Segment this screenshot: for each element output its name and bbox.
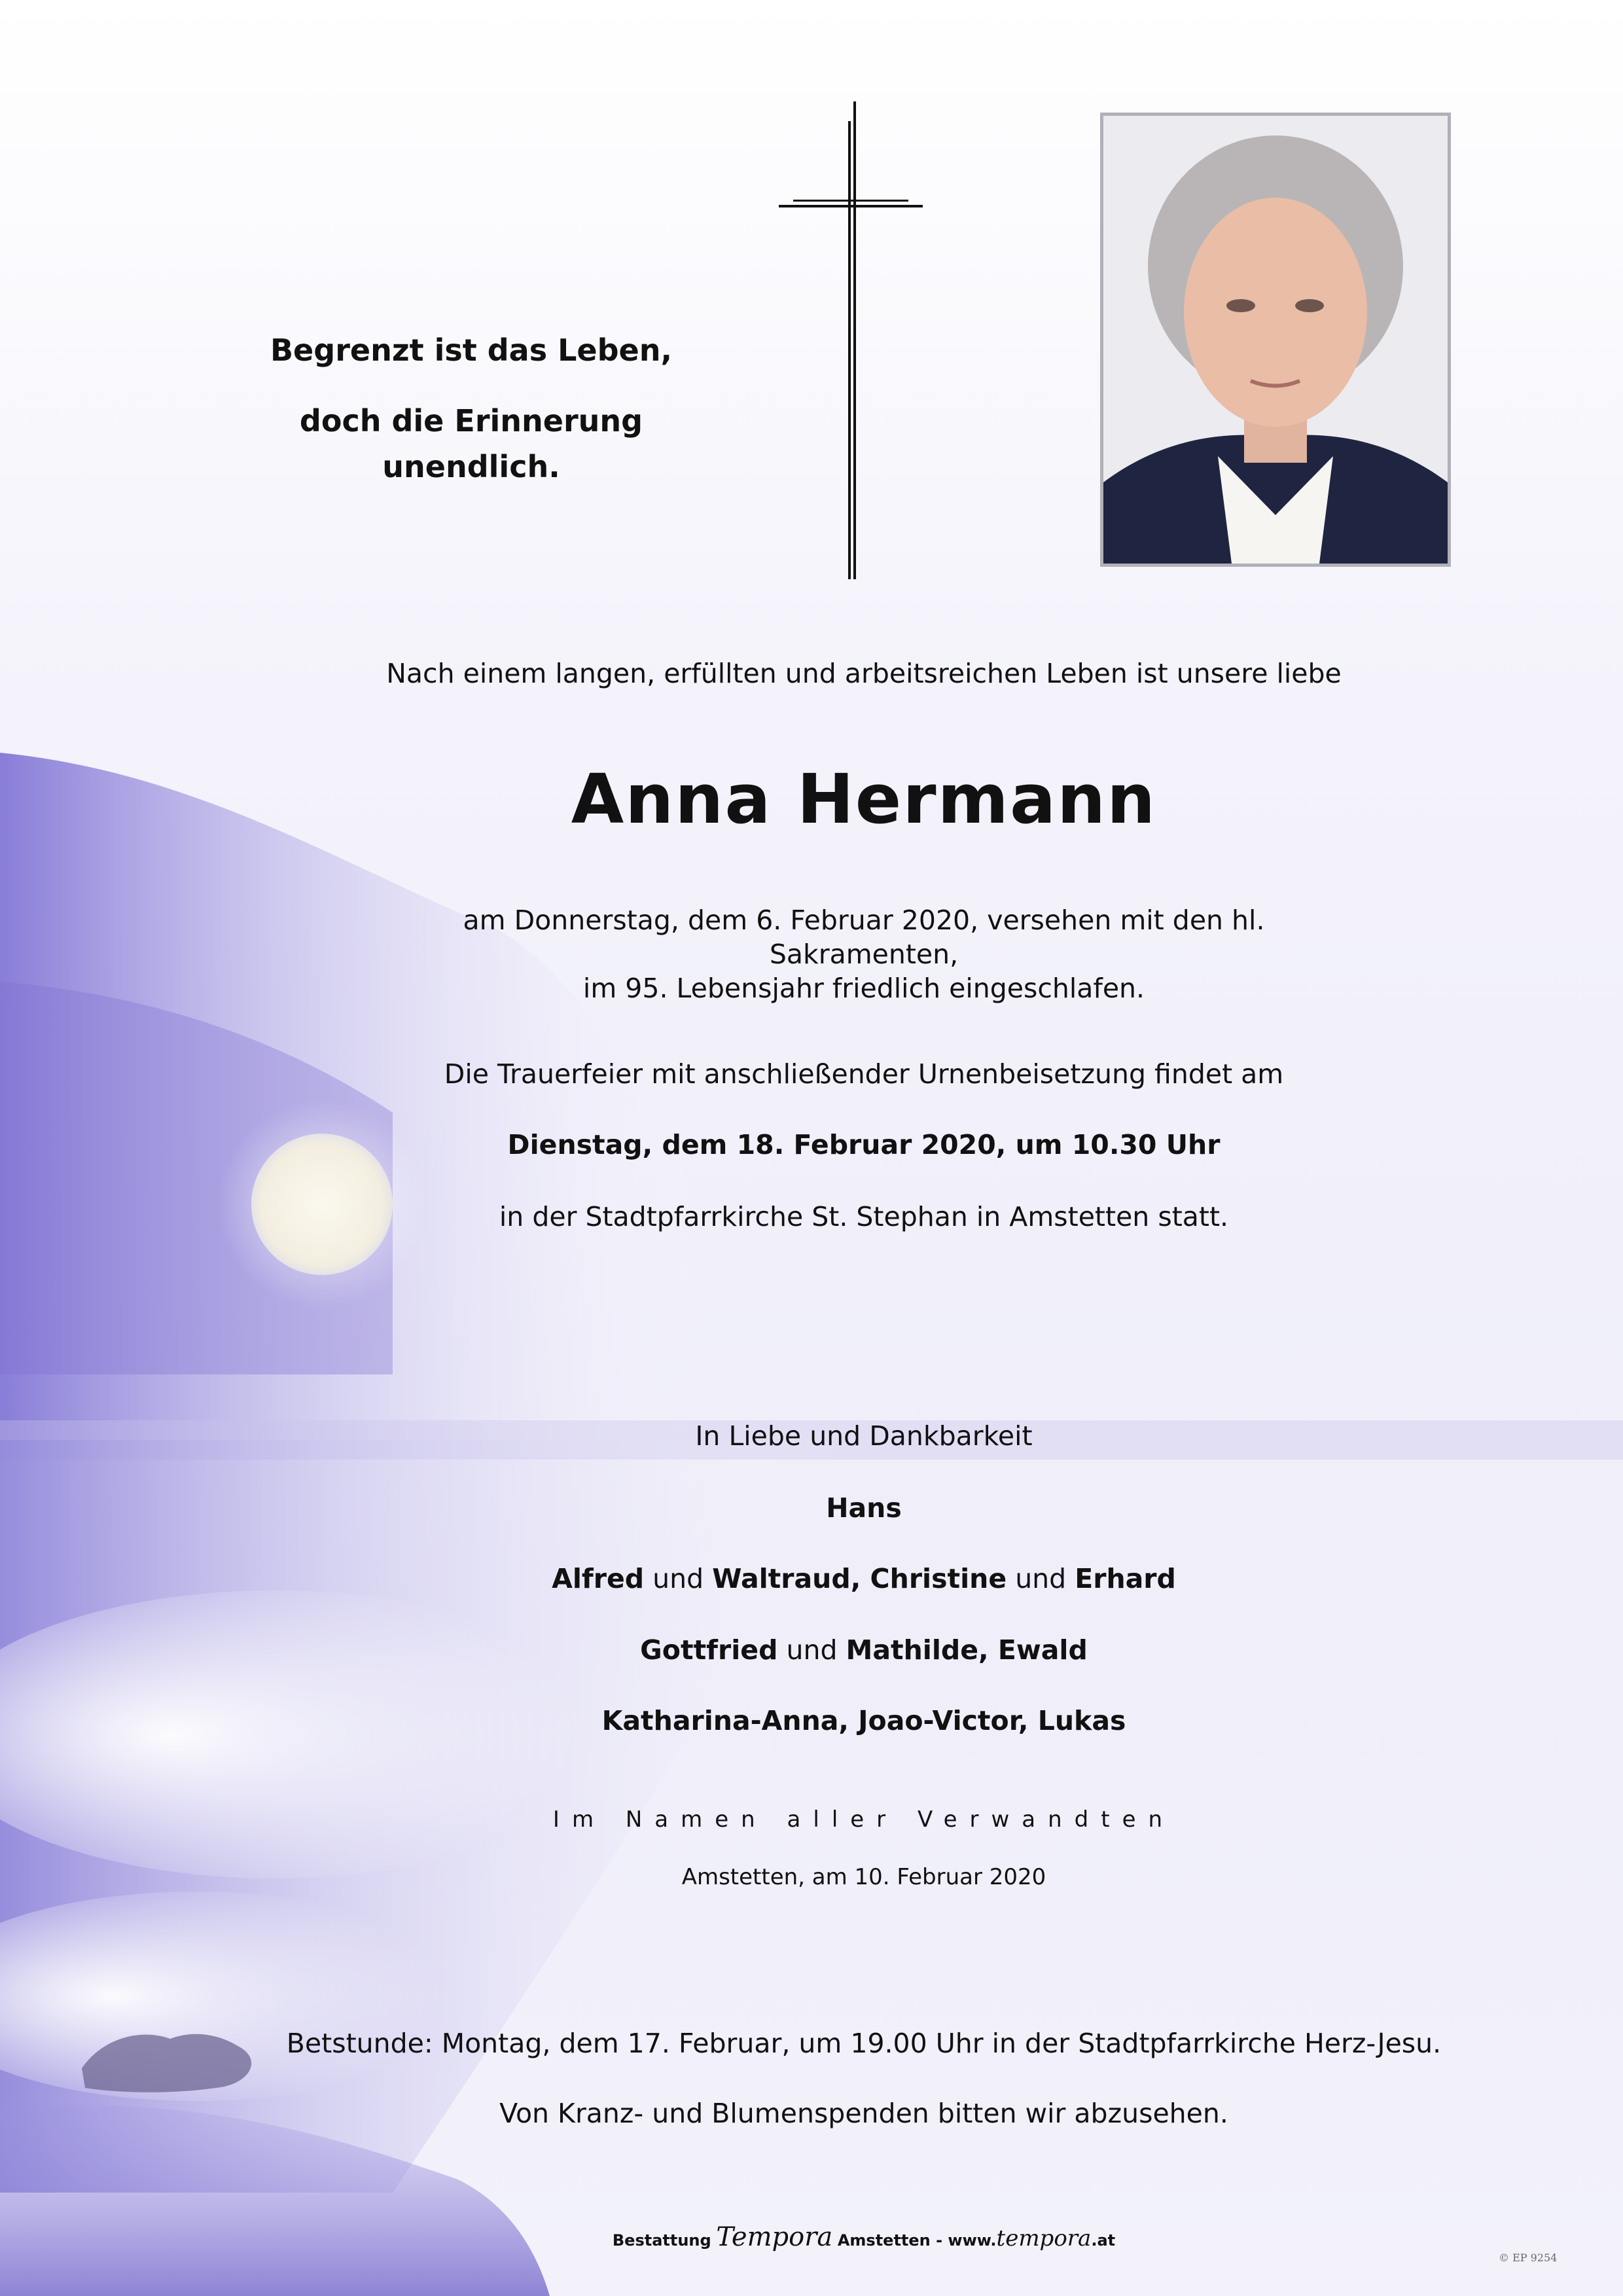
quote bbox=[216, 327, 726, 490]
death-line-1: am Donnerstag, dem 6. Februar 2020, versehen mit den hl. Sakramenten, bbox=[463, 905, 1265, 970]
mourners-heading: In Liebe und Dankbarkeit bbox=[695, 1420, 1033, 1452]
cross-icon bbox=[779, 101, 923, 579]
footer-city: Amstetten - www. bbox=[837, 2231, 997, 2250]
mourner-row-1: Hans bbox=[826, 1492, 902, 1524]
footer-brand-url: tempora bbox=[996, 2225, 1092, 2251]
mourner-name: Alfred bbox=[552, 1563, 645, 1594]
footer-tld: .at bbox=[1091, 2231, 1116, 2250]
conjunction: und bbox=[644, 1563, 713, 1594]
quote-line-1: Begrenzt ist das Leben, bbox=[270, 332, 672, 368]
mourner-name: Erhard bbox=[1075, 1563, 1176, 1594]
flowers-notice: Von Kranz- und Blumenspenden bitten wir abzusehen. bbox=[499, 2098, 1228, 2129]
footer-brand: Tempora bbox=[716, 2222, 833, 2252]
conjunction: und bbox=[1007, 1563, 1075, 1594]
mourner-name: Mathilde, Ewald bbox=[846, 1634, 1088, 1666]
quote-line-2: doch die Erinnerung unendlich. bbox=[299, 403, 643, 484]
mourner-row-2 bbox=[366, 1563, 1361, 1594]
mourner-row-3 bbox=[366, 1634, 1361, 1666]
footer-prefix: Bestattung bbox=[612, 2231, 711, 2250]
mourner-name: Gottfried bbox=[640, 1634, 778, 1666]
place-date: Amstetten, am 10. Februar 2020 bbox=[681, 1864, 1046, 1890]
funeral-intro: Die Trauerfeier mit anschließender Urnenbeisetzung findet am bbox=[444, 1058, 1284, 1090]
footer bbox=[497, 2222, 1230, 2252]
relatives-line: Im Namen aller Verwandten bbox=[552, 1806, 1175, 1833]
print-code: © EP 9254 bbox=[1499, 2251, 1558, 2264]
prayer-notice: Betstunde: Montag, dem 17. Februar, um 19.00 Uhr in der Stadtpfarrkirche Herz-Jesu. bbox=[286, 2028, 1442, 2059]
funeral-place: in der Stadtpfarrkirche St. Stephan in Amstetten statt. bbox=[499, 1201, 1229, 1232]
conjunction: und bbox=[777, 1634, 846, 1666]
death-line-2: im 95. Lebensjahr friedlich eingeschlafen. bbox=[582, 973, 1145, 1004]
mourner-name: Waltraud, Christine bbox=[712, 1563, 1007, 1594]
deceased-name: Anna Hermann bbox=[571, 759, 1157, 839]
intro-text: Nach einem langen, erfüllten und arbeitsreichen Leben ist unsere liebe bbox=[386, 658, 1342, 689]
portrait-photo bbox=[1100, 113, 1451, 567]
mourner-row-4: Katharina-Anna, Joao-Victor, Lukas bbox=[601, 1705, 1126, 1736]
funeral-date: Dienstag, dem 18. Februar 2020, um 10.30 Uhr bbox=[507, 1129, 1221, 1160]
death-notice bbox=[366, 903, 1361, 1005]
